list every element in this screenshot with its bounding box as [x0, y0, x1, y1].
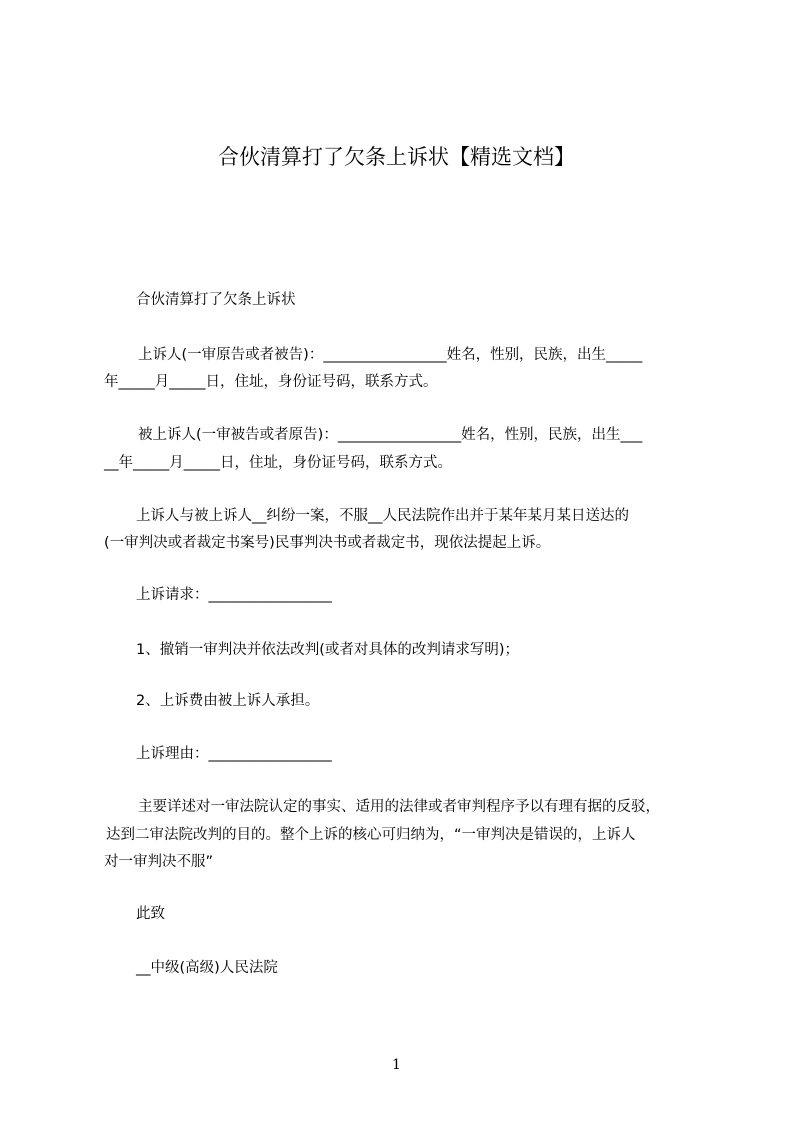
paragraph-case-line1: 上诉人与被上诉人__纠纷一案，不服__人民法院作出并于某年某月某日送达的: [136, 508, 629, 524]
page-number: 1: [392, 1057, 401, 1073]
paragraph-appeal-reason: 上诉理由：_________________: [136, 746, 332, 762]
paragraph-appeal-request: 上诉请求：_________________: [136, 587, 332, 603]
paragraph-reason-line1: 主要详述对一审法院认定的事实、适用的法律或者审判程序予以有理有据的反驳，: [138, 799, 660, 815]
document-title: 合伙清算打了欠条上诉状【精选文档】: [218, 145, 575, 169]
paragraph-case-line2: (一审判决或者裁定书案号)民事判决书或者裁定书，现依法提起上诉。: [104, 535, 551, 551]
paragraph-reason-line2: 达到二审法院改判的目的。整个上诉的核心可归纳为，“一审判决是错误的，上诉人: [106, 827, 636, 843]
paragraph-appellee-line2: __年_____月_____日，住址，身份证号码，联系方式。: [104, 455, 452, 471]
paragraph-court: __中级(高级)人民法院: [136, 960, 278, 976]
paragraph-subtitle: 合伙清算打了欠条上诉状: [136, 292, 296, 308]
paragraph-request-item-1: 1、撤销一审判决并依法改判(或者对具体的改判请求写明)；: [136, 642, 520, 658]
paragraph-appellant-line1: 上诉人(一审原告或者被告)：_________________姓名，性别，民族，出生_____: [138, 347, 643, 363]
paragraph-appellant-line2: 年_____月_____日，住址，身份证号码，联系方式。: [104, 374, 438, 390]
paragraph-request-item-2: 2、上诉费由被上诉人承担。: [136, 693, 320, 709]
paragraph-salutation: 此致: [136, 906, 165, 922]
paragraph-reason-line3: 对一审判决不服”: [104, 854, 214, 870]
paragraph-appellee-line1: 被上诉人(一审被告或者原告)：_________________姓名，性别，民族，出生___: [138, 427, 643, 443]
